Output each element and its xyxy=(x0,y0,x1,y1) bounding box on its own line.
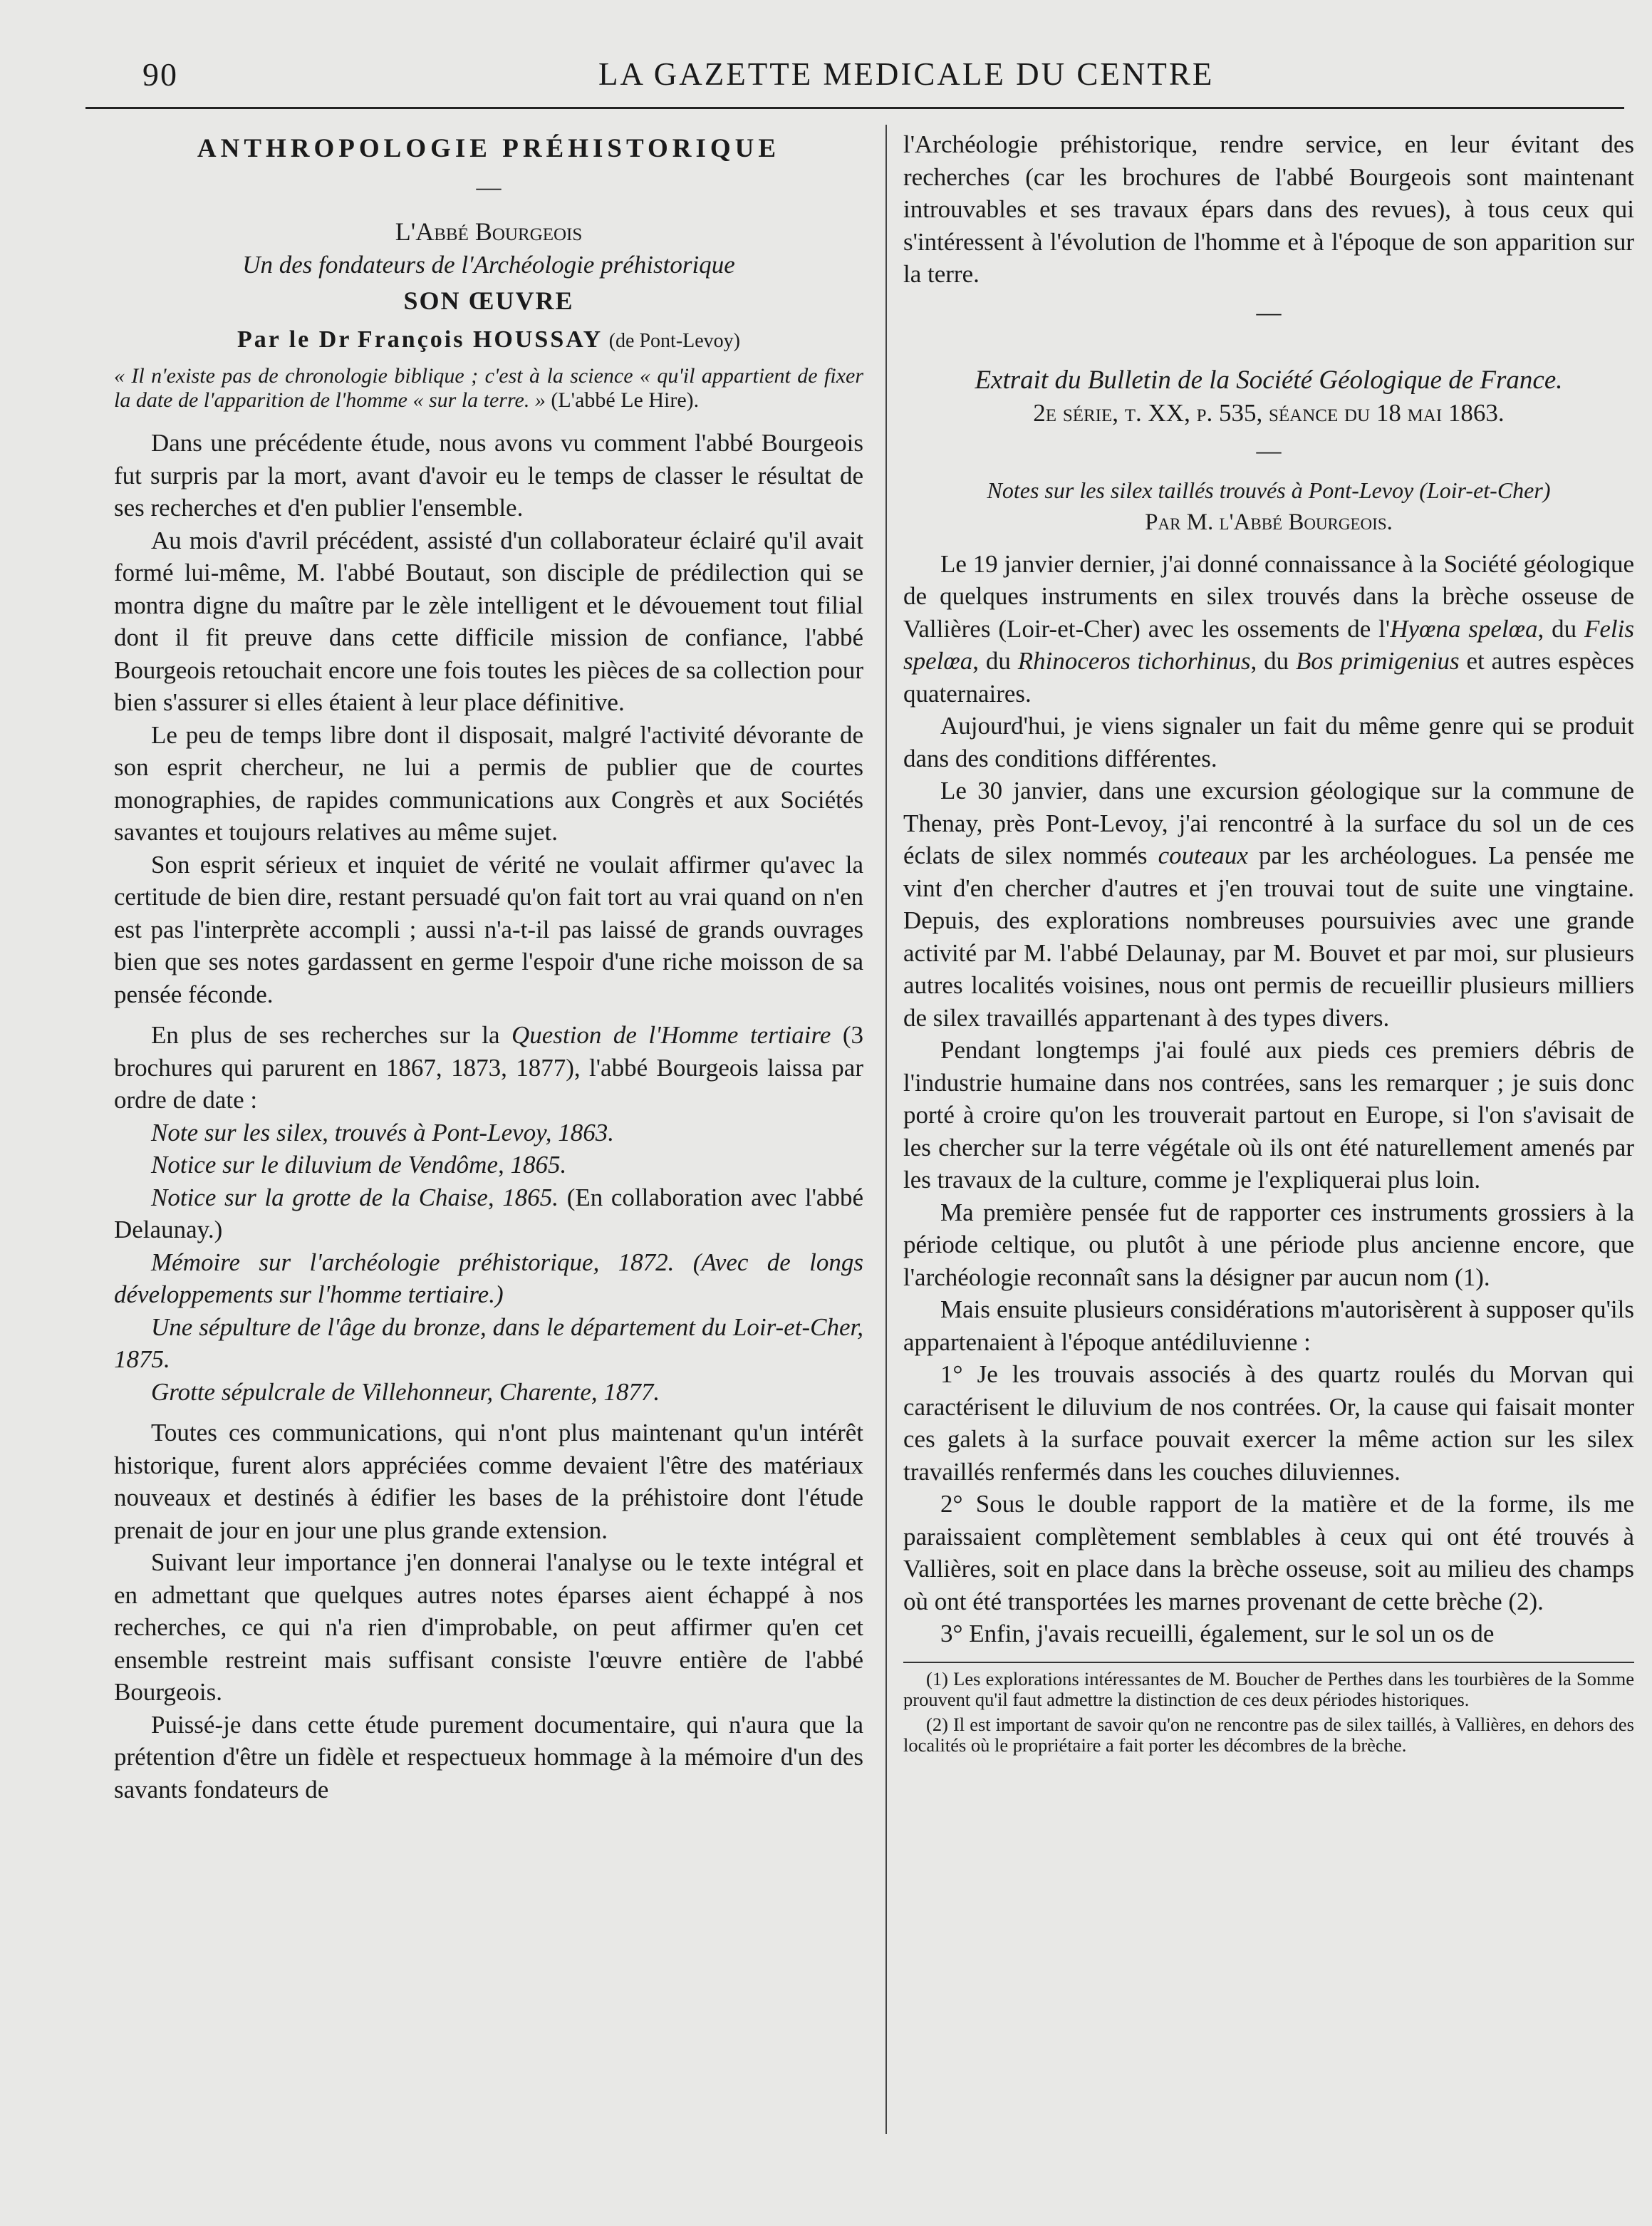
divider xyxy=(903,296,1634,329)
species-name: Rhinoceros tichorhinus xyxy=(1017,647,1251,675)
byline xyxy=(114,323,863,358)
paragraph-text: , du xyxy=(972,647,1011,675)
notes-author: Par M. l'Abbé Bourgeois. xyxy=(1145,509,1393,535)
notes-title: Notes sur les silex taillés trouvés à Pont-Levoy (Loir-et-Cher) xyxy=(987,477,1551,503)
section-title: ANTHROPOLOGIE PRÉHISTORIQUE xyxy=(197,134,781,163)
left-column xyxy=(114,128,863,1806)
series-line xyxy=(903,397,1634,430)
work-heading: SON ŒUVRE xyxy=(403,286,574,315)
paragraph-continued: l'Archéologie préhistorique, rendre service, en leur évitant des recherches (car les brochures de l'abbé Bourgeois sont maintenant introuvables et ses travaux épars dans des revues), à tous ceux qui s'intéressent à l'évolution de l'homme et à l'époque de son apparition sur la terre. xyxy=(903,130,1634,288)
paragraph: Toutes ces communications, qui n'ont plus maintenant qu'un intérêt historique, furent alors appréciées comme devaient l'être des matériaux nouveaux et destinés à édifier les bases de la préhistoire dont l'étude prenait de jour en jour une plus grande extension. xyxy=(114,1419,863,1544)
byline-place: (de Pont-Levoy) xyxy=(608,329,741,352)
page-number: 90 xyxy=(142,56,178,93)
epigraph xyxy=(114,364,863,413)
epigraph-text: « Il n'existe pas de chronologie biblique ; c'est à la science « qu'il appartient de fixer la date de l'apparition de l'homme « sur la terre. » xyxy=(114,364,863,412)
paragraph-italic: Question de l'Homme tertiaire xyxy=(511,1021,831,1049)
work-title: Notice sur la grotte de la Chaise, 1865. xyxy=(151,1183,559,1211)
work-entry xyxy=(114,1181,863,1246)
byline-prefix: Par le Dr xyxy=(237,326,352,353)
paragraph-italic: couteaux xyxy=(1158,842,1248,869)
epigraph-attribution: (L'abbé Le Hire). xyxy=(551,388,700,412)
extract-heading: Extrait du Bulletin de la Société Géologique de France. xyxy=(975,366,1563,395)
paragraph-text: Le 19 janvier dernier, j'ai donné connaissance à la Société géologique de quelques instruments en silex trouvés dans la brèche osseuse de Vallières (Loir-et-Cher) avec les ossements de l' xyxy=(903,549,1634,643)
species-name: Felis spelœa xyxy=(903,614,1634,675)
paragraph-text: En plus de ses recherches sur la xyxy=(151,1021,500,1049)
work-entry: Notice sur le diluvium de Vendôme, 1865. xyxy=(151,1151,567,1179)
divider xyxy=(114,171,863,204)
paragraph: Pendant longtemps j'ai foulé aux pieds ces premiers débris de l'industrie humaine dans nos contrées, sans les remarquer ; je suis donc porté à croire qu'on les trouverait partout en Europe, si l'on s'avisait de les chercher sur la terre végétale où ils ont été naturellement amenés par les travaux de la culture, comme je l'expliquerai plus loin. xyxy=(903,1036,1634,1194)
paragraph: Mais ensuite plusieurs considérations m'autorisèrent à supposer qu'ils appartenaient à l'époque antédiluvienne : xyxy=(903,1295,1634,1356)
paragraph: Le peu de temps libre dont il disposait, malgré l'activité dévorante de son esprit chercheur, ne lui a permis de publier que de courtes monographies, de rapides communications aux Congrès et aux Sociétés savantes et toujours relatives au même sujet. xyxy=(114,720,863,846)
running-head xyxy=(135,50,1646,100)
paragraph xyxy=(903,548,1634,710)
paragraph: Puissé-je dans cette étude purement documentaire, qui n'aura que la prétention d'être un fidèle et respectueux hommage à la mémoire d'un des savants fondateurs de xyxy=(114,1710,863,1803)
work-note: (En collaboration avec l'abbé Delaunay.) xyxy=(114,1183,863,1243)
paragraph: 3° Enfin, j'avais recueilli, également, sur le sol un os de xyxy=(940,1620,1495,1647)
paragraph-text: par les archéologues. La pensée me vint d'en chercher d'autres et j'en trouvai tout de suite une vingtaine. Depuis, des explorations nombreuses poursuivies avec une grande activité par M. l'abbé Delaunay, par M. Bouvet et par moi, sur plusieurs autres localités voisines, nous ont permis de recueillir plusieurs milliers de silex travaillés appartenant à des types divers. xyxy=(903,842,1635,1032)
paragraph-text: et autres espèces quaternaires. xyxy=(903,647,1634,708)
series-text: 2e série, t. XX, p. 535, séance du 18 mai 1863. xyxy=(1033,398,1505,427)
paragraph: Au mois d'avril précédent, assisté d'un collaborateur éclairé qu'il avait formé lui-même, M. l'abbé Boutaut, son disciple de prédilection qui se montra digne du maître par le zèle intelligent et le dévouement tout filial dont il fit preuve dans cette difficile mission de confiance, l'abbé Bourgeois retouchait encore une fois toutes les pièces de sa collection pour bien s'assurer si elles étaient à leur place définitive. xyxy=(114,526,863,716)
paragraph-text: Le 30 janvier, dans une excursion géologique sur la commune de Thenay, près Pont-Levoy, j'ai rencontré à la surface du sol un de ces éclats de silex nommés xyxy=(903,777,1634,869)
work-entry: Mémoire sur l'archéologie préhistorique, 1872. (Avec de longs développements sur l'homme tertiaire.) xyxy=(114,1248,863,1308)
species-name: Bos primigenius xyxy=(1296,647,1460,675)
paragraph-text: (3 brochures qui parurent en 1867, 1873, 1877), l'abbé Bourgeois laissa par ordre de date : xyxy=(114,1021,863,1114)
paragraph xyxy=(903,775,1634,1034)
paragraph: Ma première pensée fut de rapporter ces instruments grossiers à la période celtique, ou plutôt à une période plus ancienne encore, que l'archéologie reconnaît sans la désigner par aucun nom (1). xyxy=(903,1198,1634,1291)
paragraph: Aujourd'hui, je viens signaler un fait du même genre qui se produit dans des conditions différentes. xyxy=(903,712,1634,772)
paragraph: 2° Sous le double rapport de la matière et de la forme, ils me paraissaient complètement semblables à ceux qui ont été trouvés à Vallières, soit en place dans la brèche osseuse, soit au milieu des champs où ont été transportées les marnes provenant de cette brèche (2). xyxy=(903,1490,1634,1615)
work-entry: Une sépulture de l'âge du bronze, dans le département du Loir-et-Cher, 1875. xyxy=(114,1313,863,1373)
article-subject: L'Abbé Bourgeois xyxy=(395,217,583,246)
byline-name: François HOUSSAY xyxy=(357,326,603,353)
work-entry: Note sur les silex, trouvés à Pont-Levoy, 1863. xyxy=(151,1118,614,1146)
divider xyxy=(903,435,1634,467)
right-column xyxy=(903,128,1634,1760)
paragraph: Suivant leur importance j'en donnerai l'analyse ou le texte intégral et en admettant que quelques autres notes éparses aient échappé à nos recherches, ce qui n'a rien d'improbable, on peut affirmer qu'en cet ensemble restreint mais suffisant consiste l'œuvre entière de l'abbé Bourgeois. xyxy=(114,1548,863,1706)
footnote-rule xyxy=(903,1662,1634,1663)
journal-title: LA GAZETTE MEDICALE DU CENTRE xyxy=(598,56,1215,92)
header-rule xyxy=(85,107,1624,109)
species-name: Hyœna spelœa xyxy=(1390,614,1538,643)
paragraph-text: , du xyxy=(1250,647,1289,675)
paragraph xyxy=(114,1019,863,1117)
paragraph: 1° Je les trouvais associés à des quartz roulés du Morvan qui caractérisent le diluvium de nos contrées. Or, la cause qui faisait monter ces galets à la surface pouvait exercer la même action sur les silex travaillés renfermés dans les couches diluviennes. xyxy=(903,1360,1634,1486)
article-subtitle: Un des fondateurs de l'Archéologie préhistorique xyxy=(242,250,735,279)
column-rule xyxy=(885,125,887,2134)
paragraph: Son esprit sérieux et inquiet de vérité ne voulait affirmer qu'avec la certitude de bien dire, restant persuadé qu'on fait tort au vrai quand on n'en est pas l'interprète accompli ; aussi n'a-t-il pas laissé de grands ouvrages bien que ses notes gardassent en germe l'espoir d'une riche moisson de sa pensée féconde. xyxy=(114,850,863,1008)
footnote: (1) Les explorations intéressantes de M. Boucher de Perthes dans les tourbières de la Somme prouvent qu'il faut admettre la distinction de ces deux périodes historiques. xyxy=(903,1667,1634,1710)
paragraph-text: , du xyxy=(1537,614,1577,643)
work-entry: Grotte sépulcrale de Villehonneur, Charente, 1877. xyxy=(151,1377,660,1406)
footnote: (2) Il est important de savoir qu'on ne rencontre pas de silex taillés, à Vallières, en dehors des localités où le propriétaire a fait porter les décombres de la brèche. xyxy=(903,1713,1634,1756)
paragraph: Dans une précédente étude, nous avons vu comment l'abbé Bourgeois fut surpris par la mort, avant d'avoir eu le temps de classer le résultat de ses recherches et d'en publier l'ensemble. xyxy=(114,429,863,522)
